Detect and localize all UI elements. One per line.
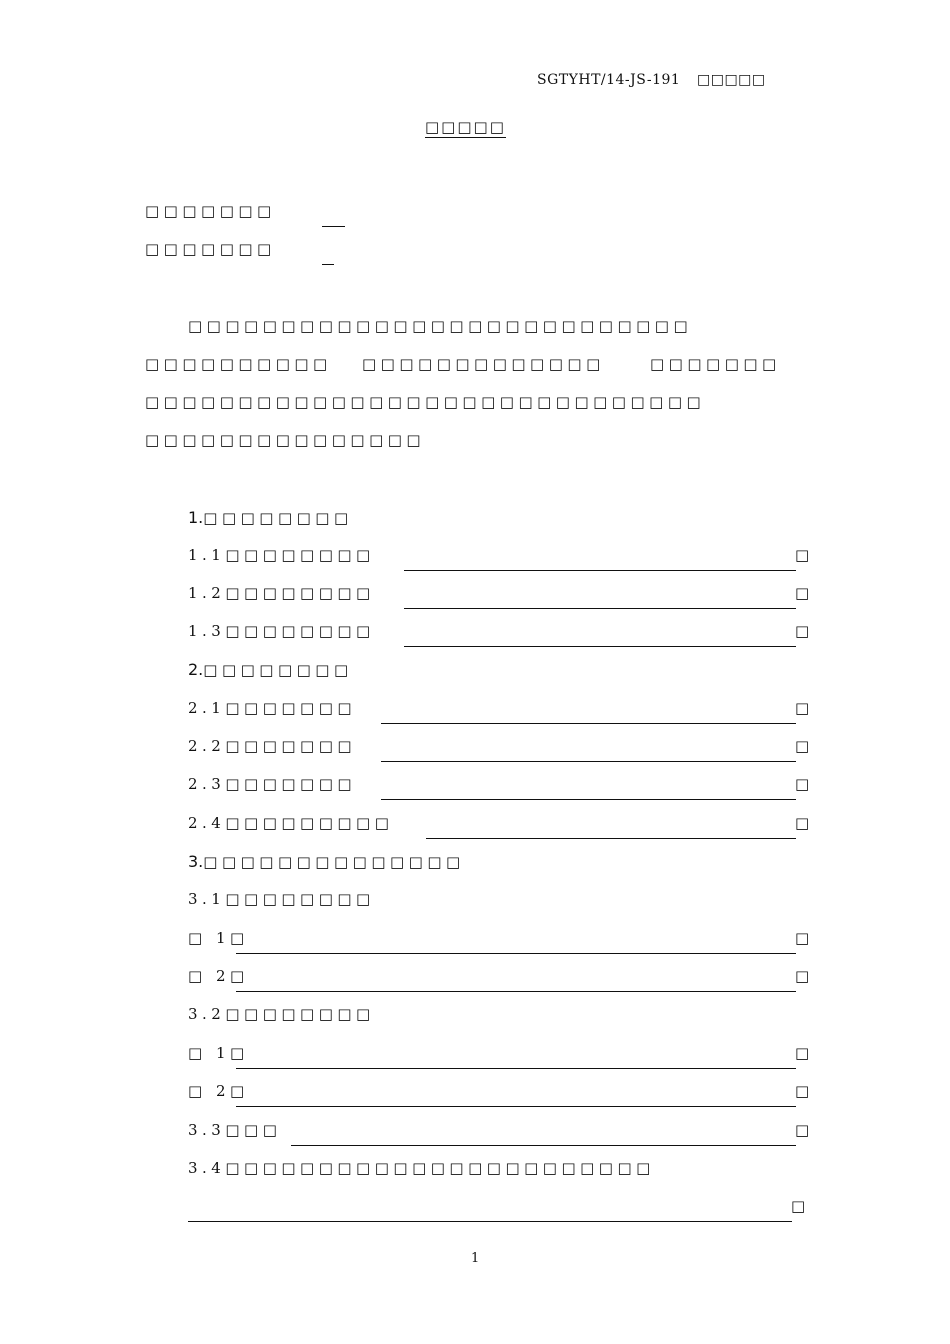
section-3-text: □□□□□□□□□□□□□□ [203, 853, 465, 871]
preamble-line-1: □□□□□□□□□□□□□□□□□□□□□□□□□□□ [188, 317, 693, 335]
item-3-3-end-mark: □ [795, 1121, 810, 1139]
item-2-1-label: 2.1□□□□□□□ [188, 699, 357, 717]
page-number: 1 [471, 1251, 480, 1266]
item-2-1-end-mark: □ [795, 699, 810, 717]
preamble-line-2c: □□□□□□□ [650, 355, 781, 373]
item-3-3-label: 3.3□□□ [188, 1121, 282, 1139]
item-2-4-blank [426, 838, 796, 839]
document-title: □□□□□ [425, 118, 506, 136]
item-1-1-blank [404, 570, 796, 571]
item-3-2-label: 3.2□□□□□□□□ [188, 1005, 375, 1023]
preamble-line-4: □□□□□□□□□□□□□□□ [145, 431, 426, 449]
item-2-4-end-mark: □ [795, 814, 810, 832]
item-2-3-end-mark: □ [795, 775, 810, 793]
preamble-line-2b: □□□□□□□□□□□□□ [362, 355, 605, 373]
item-1-3-label: 1.3□□□□□□□□ [188, 622, 375, 640]
item-2-2-label: 2.2□□□□□□□ [188, 737, 357, 755]
preamble-line-2a: □□□□□□□□□□ [145, 355, 332, 373]
section-1-text: □□□□□□□□ [203, 509, 353, 527]
section-2-number: 2. [188, 660, 204, 679]
section-2-text: □□□□□□□□ [203, 661, 353, 679]
item-1-3-end-mark: □ [795, 622, 810, 640]
party-a-blank [322, 226, 345, 227]
item-3-1-sub-1-end-mark: □ [795, 929, 810, 947]
item-3-1-sub-1-blank [236, 953, 796, 954]
item-2-2-end-mark: □ [795, 737, 810, 755]
item-3-1-sub-1-label: □ 1□ [188, 929, 249, 947]
section-3-number: 3. [188, 852, 204, 871]
item-3-1-sub-2-end-mark: □ [795, 967, 810, 985]
item-3-4-end-mark: □ [791, 1197, 806, 1215]
item-3-4-blank [188, 1221, 792, 1222]
section-1-heading [188, 508, 353, 527]
document-code: SGTYHT/14-JS-191 [537, 72, 681, 88]
item-3-1-label: 3.1□□□□□□□□ [188, 890, 375, 908]
item-3-2-sub-2-blank [236, 1106, 796, 1107]
item-2-1-blank [381, 723, 796, 724]
item-1-3-blank [404, 646, 796, 647]
preamble-line-3: □□□□□□□□□□□□□□□□□□□□□□□□□□□□□□ [145, 393, 706, 411]
item-2-2-blank [381, 761, 796, 762]
item-2-4-label: 2.4□□□□□□□□□ [188, 814, 394, 832]
party-b-blank [322, 264, 334, 265]
item-2-3-label: 2.3□□□□□□□ [188, 775, 357, 793]
section-1-number: 1. [188, 508, 204, 527]
item-3-1-sub-2-blank [236, 991, 796, 992]
item-3-2-sub-1-label: □ 1□ [188, 1044, 249, 1062]
party-b-label: □□□□□□□ [145, 240, 276, 258]
section-2-heading [188, 660, 353, 679]
item-1-1-label: 1.1□□□□□□□□ [188, 546, 375, 564]
item-2-3-blank [381, 799, 796, 800]
item-3-2-sub-2-end-mark: □ [795, 1082, 810, 1100]
item-3-2-sub-1-end-mark: □ [795, 1044, 810, 1062]
item-3-2-sub-2-label: □ 2□ [188, 1082, 249, 1100]
item-1-2-label: 1.2□□□□□□□□ [188, 584, 375, 602]
item-3-1-sub-2-label: □ 2□ [188, 967, 249, 985]
item-3-2-sub-1-blank [236, 1068, 796, 1069]
section-3-heading [188, 852, 465, 871]
party-a-label: □□□□□□□ [145, 202, 276, 220]
item-1-2-blank [404, 608, 796, 609]
document-code-suffix: □□□□□ [697, 72, 766, 88]
item-3-4-label: 3.4□□□□□□□□□□□□□□□□□□□□□□□ [188, 1159, 655, 1177]
item-1-1-end-mark: □ [795, 546, 810, 564]
item-1-2-end-mark: □ [795, 584, 810, 602]
item-3-3-blank [291, 1145, 796, 1146]
